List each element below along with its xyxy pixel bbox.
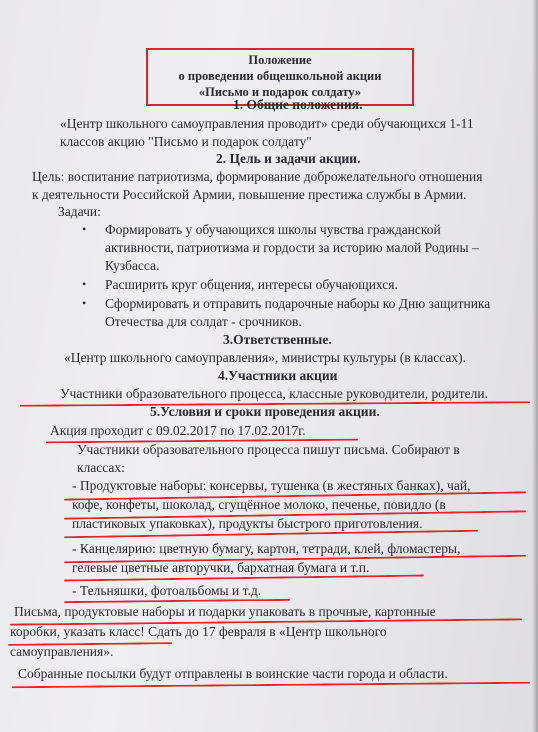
bullet-icon: •	[82, 222, 87, 236]
bullet-icon: •	[82, 277, 87, 291]
section-2-goal-line-1: Цель: воспитание патриотизма, формирование доброжелательного отношения	[32, 169, 483, 184]
document-title: Положение	[248, 53, 312, 67]
section-2-goal-line-2: к деятельности Российской Армии, повышение престижа службы в Армии.	[32, 187, 467, 202]
office-items-line-1: - Канцелярию: цветную бумагу, картон, тетради, клей, фломастеры,	[72, 541, 461, 556]
section-4-text: Участники образовательного процесса, классные руководители, родители.	[60, 386, 488, 401]
section-2-tasks-label: Задачи:	[58, 204, 101, 219]
section-3-title: 3.Ответственные.	[223, 332, 332, 347]
packing-line-2: коробки, указать класс! Сдать до 17 февраля в «Центр школьного	[10, 624, 387, 639]
action-name: «Письмо и подарок солдату»	[198, 85, 362, 99]
section-1-title: 1. Общие положения.	[233, 97, 363, 112]
red-underline	[12, 682, 530, 689]
section-2-title: 2. Цель и задачи акции.	[216, 151, 361, 166]
food-items-line-3: пластиковых упаковках), продукты быстрого приготовления.	[72, 516, 423, 531]
section-5-paragraph-line-1: Участники образовательного процесса пишут письма. Собирают в	[77, 442, 460, 457]
task-3-line-1: Сформировать и отправить подарочные наборы ко Дню защитника	[105, 296, 491, 311]
clothes-items: - Тельняшки, фотоальбомы и т.д.	[72, 583, 262, 598]
section-3-text: «Центр школьного самоуправления», министры культуры (в классах).	[64, 350, 467, 365]
task-1-line-3: Кузбасса.	[105, 258, 160, 273]
section-1-text-line-2: классов акцию "Письмо и подарок солдату"	[60, 134, 312, 149]
office-items-line-2: гелевые цветные авторучки, бархатная бумага и т.п.	[72, 560, 370, 575]
food-items-line-1: - Продуктовые наборы: консервы, тушенка (в жестяных банках), чай,	[72, 478, 471, 493]
page-edge-shadow	[532, 0, 538, 732]
section-5-title: 5.Условия и сроки проведения акции.	[150, 404, 380, 419]
section-1-text-line-1: «Центр школьного самоуправления проводит» среди обучающихся 1-11	[60, 116, 474, 131]
document-subtitle: о проведении общешкольной акции	[178, 69, 382, 83]
task-3-line-2: Отечества для солдат - срочников.	[105, 314, 302, 329]
task-2-line-1: Расширить круг общения, интересы обучающихся.	[105, 277, 398, 292]
bullet-icon: •	[82, 296, 87, 310]
section-4-title: 4.Участники акции	[218, 368, 338, 383]
final-statement: Собранные посылки будут отправлены в воинские части города и области.	[18, 666, 448, 681]
packing-line-3: самоуправления».	[10, 644, 114, 659]
red-underline	[64, 599, 290, 603]
section-5-dates: Акция проходит с 09.02.2017 по 17.02.2017г.	[50, 423, 306, 438]
task-1-line-2: активности, патриотизма и гордости за историю малой Родины –	[105, 240, 479, 255]
food-items-line-2: кофе, конфеты, шоколад, сгущённое молоко, печенье, повидло (в	[72, 497, 446, 512]
section-5-paragraph-line-2: классах:	[77, 460, 125, 475]
task-1-line-1: Формировать у обучающихся школы чувства гражданской	[105, 222, 441, 237]
packing-line-1: Письма, продуктовые наборы и подарки упаковать в прочные, картонные	[14, 604, 436, 619]
